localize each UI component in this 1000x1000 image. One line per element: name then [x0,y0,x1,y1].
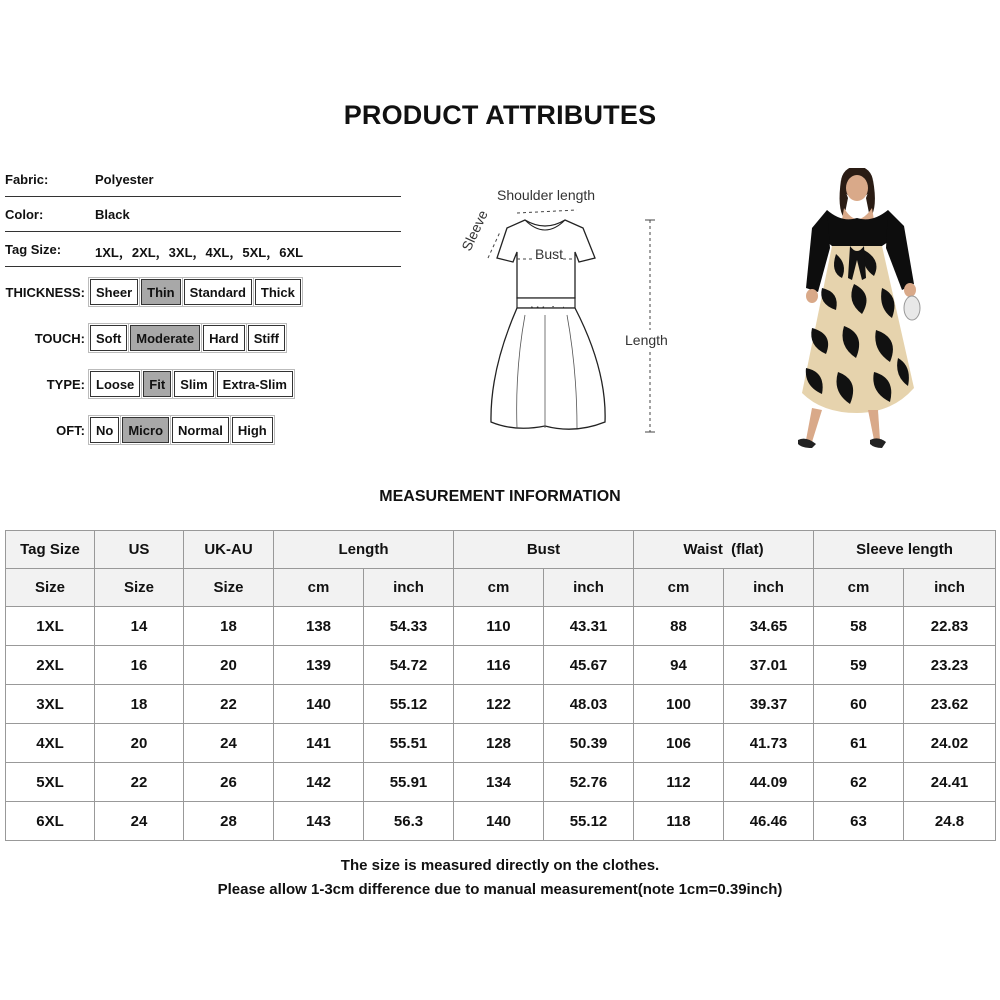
table-cell: 60 [814,685,904,724]
table-row [6,763,996,802]
attr-key: Fabric: [5,172,49,187]
attr-row-tag-size [5,232,401,267]
table-cell: 134 [454,763,544,802]
table-cell: 139 [274,646,364,685]
measurement-title: MEASUREMENT INFORMATION [379,488,621,505]
subheader-cell: inch [544,569,634,607]
option-row-type [0,369,296,399]
chip-loose[interactable]: Loose [90,371,140,397]
table-cell: 55.51 [364,724,454,763]
chip-fit[interactable]: Fit [143,371,171,397]
chip-slim[interactable]: Slim [174,371,213,397]
table-row [6,724,996,763]
chip-stiff[interactable]: Stiff [248,325,285,351]
table-row [6,685,996,724]
chip-no[interactable]: No [90,417,119,443]
attr-value: Black [95,207,130,222]
subheader-cell: cm [814,569,904,607]
note-measured: The size is measured directly on the clothes. [340,857,660,874]
table-cell: 88 [634,607,724,646]
table-cell: 52.76 [544,763,634,802]
chip-standard[interactable]: Standard [184,279,252,305]
subheader-cell: inch [724,569,814,607]
header-cell: Length [274,531,454,569]
table-cell: 56.3 [364,802,454,841]
chip-hard[interactable]: Hard [203,325,245,351]
product-photo [782,168,932,450]
table-cell: 50.39 [544,724,634,763]
option-row-touch [0,323,288,353]
table-cell: 94 [634,646,724,685]
table-cell: 4XL [6,724,95,763]
table-cell: 116 [454,646,544,685]
subheader-cell: inch [364,569,454,607]
table-cell: 62 [814,763,904,802]
table-cell: 140 [454,802,544,841]
table-cell: 14 [95,607,184,646]
table-cell: 100 [634,685,724,724]
subheader-cell: Size [184,569,274,607]
table-cell: 18 [95,685,184,724]
table-cell: 141 [274,724,364,763]
table-cell: 110 [454,607,544,646]
table-cell: 6XL [6,802,95,841]
subheader-cell: cm [274,569,364,607]
table-cell: 55.12 [544,802,634,841]
table-cell: 63 [814,802,904,841]
header-cell: Bust [454,531,634,569]
table-cell: 61 [814,724,904,763]
chip-sheer[interactable]: Sheer [90,279,138,305]
table-cell: 138 [274,607,364,646]
chip-thin[interactable]: Thin [141,279,180,305]
table-cell: 41.73 [724,724,814,763]
table-header-row [6,531,996,569]
chip-moderate[interactable]: Moderate [130,325,200,351]
table-cell: 22.83 [904,607,996,646]
table-cell: 44.09 [724,763,814,802]
table-cell: 34.65 [724,607,814,646]
table-cell: 54.72 [364,646,454,685]
header-cell: Waist (flat) [634,531,814,569]
subheader-cell: cm [454,569,544,607]
table-cell: 20 [184,646,274,685]
option-label: OFT: [56,422,85,438]
option-label: TOUCH: [34,330,85,346]
table-cell: 5XL [6,763,95,802]
shoulder-length-label: Shoulder length [497,187,596,203]
table-cell: 24.8 [904,802,996,841]
table-cell: 112 [634,763,724,802]
table-cell: 23.23 [904,646,996,685]
subheader-cell: Size [6,569,95,607]
subheader-cell: inch [904,569,996,607]
table-cell: 46.46 [724,802,814,841]
chip-soft[interactable]: Soft [90,325,127,351]
attr-row-color [5,197,401,232]
table-cell: 48.03 [544,685,634,724]
table-cell: 24 [95,802,184,841]
table-cell: 140 [274,685,364,724]
attr-value: 1XL，2XL，3XL，4XL，5XL，6XL [95,245,304,260]
table-cell: 24.02 [904,724,996,763]
header-cell: UK-AU [184,531,274,569]
attr-key: Color: [5,207,44,222]
note-difference: Please allow 1-3cm difference due to manual measurement(note 1cm=0.39inch) [217,881,783,898]
table-cell: 55.12 [364,685,454,724]
option-row-oft [0,415,276,445]
table-cell: 43.31 [544,607,634,646]
table-cell: 20 [95,724,184,763]
table-cell: 58 [814,607,904,646]
table-cell: 24.41 [904,763,996,802]
subheader-cell: Size [95,569,184,607]
header-cell: US [95,531,184,569]
chip-normal[interactable]: Normal [172,417,229,443]
option-row-thickness [0,277,304,307]
length-label: Length [625,332,668,348]
table-cell: 23.62 [904,685,996,724]
table-cell: 118 [634,802,724,841]
option-label: THICKNESS: [5,284,85,300]
chip-micro[interactable]: Micro [122,417,169,443]
subheader-cell: cm [634,569,724,607]
option-label: TYPE: [46,376,85,392]
skirt-outline [491,308,605,429]
table-cell: 2XL [6,646,95,685]
table-cell: 26 [184,763,274,802]
table-cell: 37.01 [724,646,814,685]
table-cell: 106 [634,724,724,763]
table-cell: 28 [184,802,274,841]
chip-thick[interactable]: Thick [255,279,301,305]
table-cell: 22 [184,685,274,724]
table-cell: 24 [184,724,274,763]
bust-label: Bust [535,246,564,262]
chip-high[interactable]: High [232,417,273,443]
table-cell: 1XL [6,607,95,646]
table-cell: 122 [454,685,544,724]
table-row [6,607,996,646]
table-cell: 45.67 [544,646,634,685]
table-row [6,646,996,685]
table-cell: 3XL [6,685,95,724]
table-cell: 39.37 [724,685,814,724]
header-cell: Tag Size [6,531,95,569]
table-cell: 55.91 [364,763,454,802]
table-cell: 18 [184,607,274,646]
table-cell: 128 [454,724,544,763]
header-cell: Sleeve length [814,531,996,569]
table-row [6,802,996,841]
table-cell: 59 [814,646,904,685]
attr-row-fabric [5,162,401,197]
table-subheader-row [6,569,996,607]
attr-key: Tag Size: [5,242,62,257]
table-cell: 142 [274,763,364,802]
table-cell: 16 [95,646,184,685]
table-cell: 54.33 [364,607,454,646]
table-cell: 143 [274,802,364,841]
chip-extra-slim[interactable]: Extra-Slim [217,371,293,397]
sleeve-label: Sleeve [458,207,491,254]
table-cell: 22 [95,763,184,802]
measurement-table [5,530,996,841]
garment-diagram [455,180,690,450]
page-title: PRODUCT ATTRIBUTES [343,100,657,130]
attr-value: Polyester [95,172,154,187]
